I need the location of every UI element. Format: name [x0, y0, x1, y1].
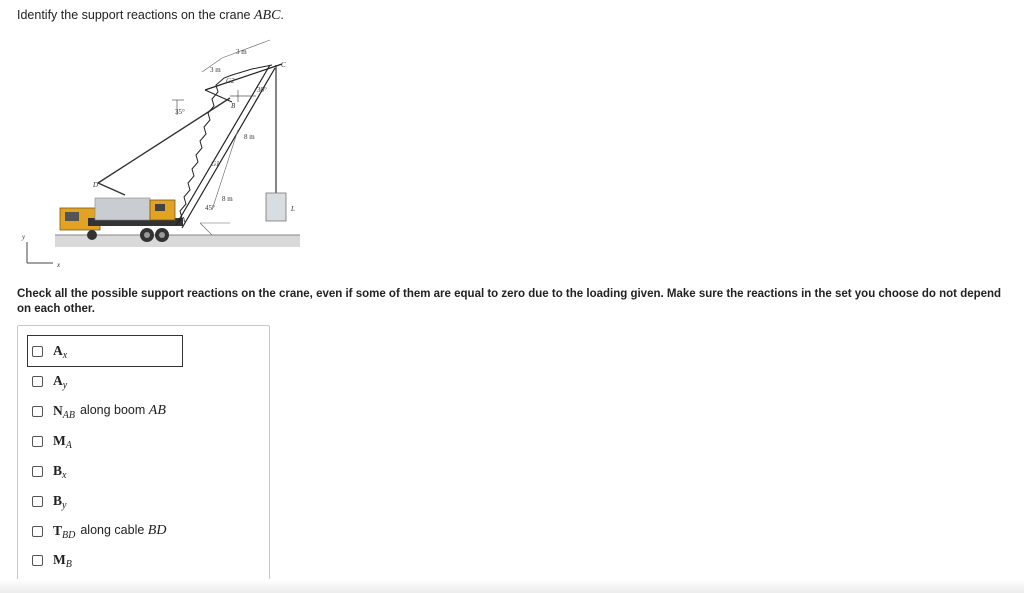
option-ma[interactable]	[28, 426, 72, 456]
checkbox[interactable]	[32, 346, 43, 357]
angle-30: 30°	[257, 86, 267, 94]
point-b-label: B	[231, 102, 236, 110]
option-subscript: y	[62, 499, 67, 511]
option-ay[interactable]	[28, 366, 67, 396]
checkbox[interactable]	[32, 496, 43, 507]
checkbox[interactable]	[32, 376, 43, 387]
options-group	[17, 325, 270, 586]
option-symbol: N	[53, 403, 63, 418]
question-text	[17, 8, 284, 24]
option-tbd[interactable]	[28, 516, 166, 546]
crane-figure	[0, 30, 310, 275]
load-block	[266, 193, 286, 221]
wheel	[87, 230, 97, 240]
point-a-label: A	[181, 216, 186, 224]
angle-35: 35°	[175, 108, 185, 116]
load-label: L	[291, 205, 295, 213]
axes-icon	[27, 242, 53, 263]
option-subscript: x	[62, 469, 67, 481]
dim-top-3m: 3 m	[236, 48, 247, 56]
point-d-label: D	[93, 181, 99, 189]
option-symbol: B	[53, 493, 63, 508]
checkbox[interactable]	[32, 526, 43, 537]
option-symbol: M	[53, 433, 66, 448]
option-bx[interactable]	[28, 456, 66, 486]
angle-45: 45°	[205, 204, 215, 212]
option-desc-text: along cable	[80, 523, 145, 537]
point-g2-label: G2	[226, 77, 235, 85]
dim-mid-8m: 8 m	[244, 133, 255, 141]
option-ax[interactable]	[28, 336, 182, 366]
option-by[interactable]	[28, 486, 66, 516]
option-symbol: T	[53, 523, 63, 538]
option-subscript: AB	[62, 409, 75, 421]
dim-low-8m: 8 m	[222, 195, 233, 203]
option-desc-text: along boom	[79, 403, 146, 417]
option-mb[interactable]	[28, 545, 72, 575]
question-suffix: .	[280, 8, 284, 22]
option-nab[interactable]	[28, 396, 166, 426]
crane-diagram	[0, 30, 310, 275]
checkbox[interactable]	[32, 406, 43, 417]
option-subscript: A	[65, 439, 72, 451]
option-symbol: B	[53, 463, 63, 478]
axis-y-label: y	[22, 233, 26, 241]
dim-left-3m: 3 m	[210, 66, 221, 74]
checkbox[interactable]	[32, 466, 43, 477]
checkbox[interactable]	[32, 436, 43, 447]
option-symbol: A	[53, 373, 63, 388]
point-g1-label: G1	[211, 160, 220, 168]
option-symbol: A	[53, 343, 63, 358]
instructions-text: Check all the possible support reactions on the crane, even if some of them are equal to zero due to the loading given. Make sure the reactions in the set you choose do not depend on each other.	[17, 288, 1002, 315]
option-subscript: BD	[62, 529, 76, 541]
option-desc-math: AB	[148, 403, 166, 418]
bottom-shade	[0, 579, 1024, 593]
option-subscript: y	[62, 379, 68, 391]
option-subscript: B	[65, 558, 72, 570]
crane-name: ABC	[253, 8, 281, 23]
option-subscript: x	[62, 349, 68, 361]
option-description	[80, 523, 166, 539]
point-c-label: C	[281, 61, 286, 69]
option-symbol: M	[53, 552, 66, 567]
question-prefix: Identify the support reactions on the crane	[17, 8, 251, 22]
axis-x-label: x	[57, 261, 61, 269]
option-desc-math: BD	[147, 523, 167, 538]
checkbox[interactable]	[32, 555, 43, 566]
option-description	[80, 403, 166, 419]
